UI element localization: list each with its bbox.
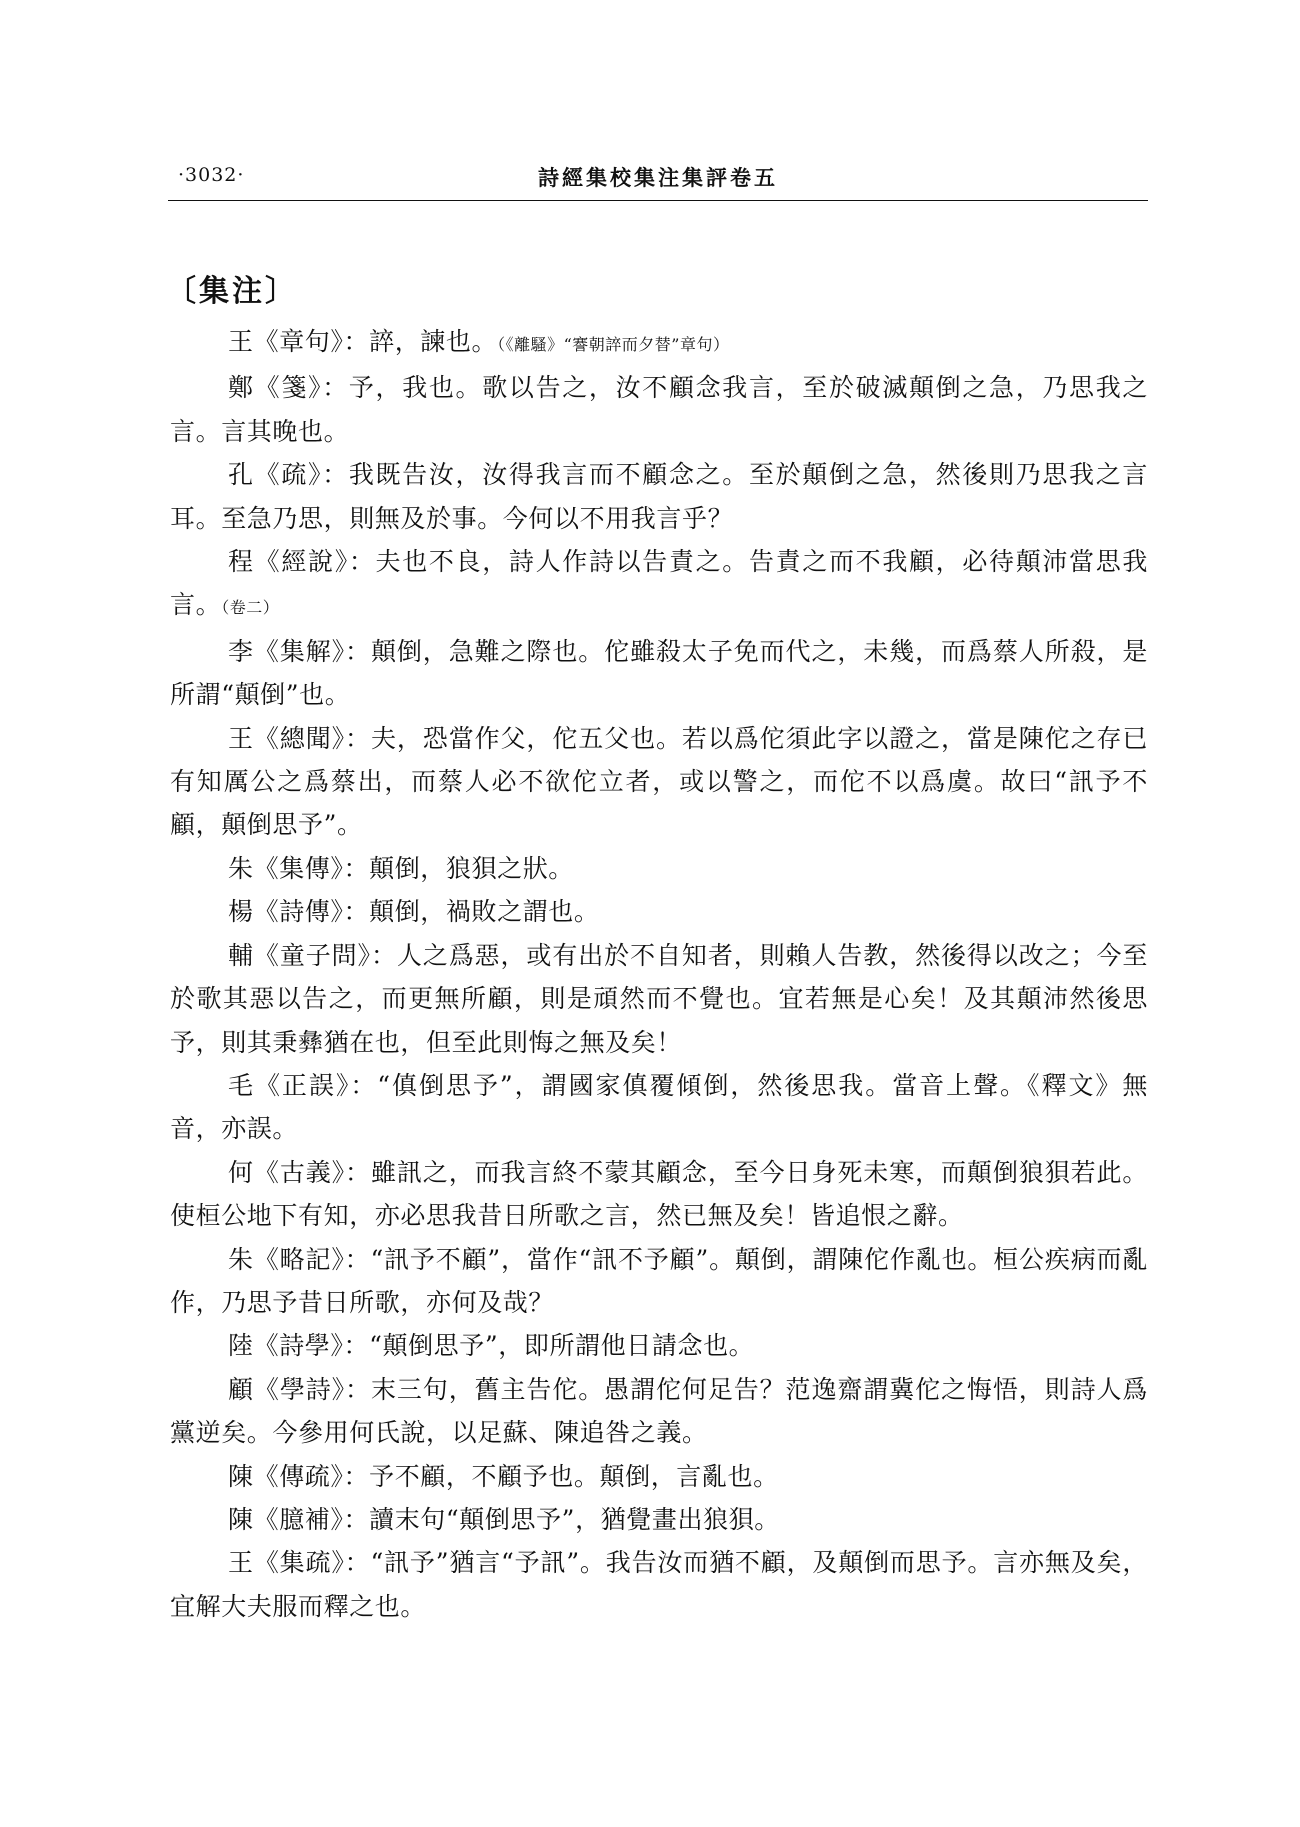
commentary-paragraph [170, 630, 1148, 717]
paragraph-text: 朱《集傳》：顛倒，狼狽之狀。 [228, 853, 574, 883]
page-header [168, 156, 1148, 202]
section-heading: 〔集注〕 [166, 274, 298, 309]
header-rule [168, 200, 1148, 201]
commentary-paragraph [170, 847, 1148, 890]
paragraph-text: 鄭《箋》：予，我也。歌以告之，汝不顧念我言，至於破滅顛倒之急，乃思我之言。言其晚也。 [170, 373, 1148, 446]
source-note: （卷二） [221, 598, 280, 618]
commentary-paragraph [170, 1498, 1148, 1541]
commentary-paragraph [170, 540, 1148, 630]
commentary-paragraph [170, 1455, 1148, 1498]
paragraph-text: 毛《正誤》：“傎倒思予”，謂國家傎覆傾倒，然後思我。當音上聲。《釋文》無音，亦誤。 [170, 1070, 1148, 1144]
commentary-paragraph [170, 890, 1148, 933]
paragraph-text: 楊《詩傳》：顛倒，禍敗之謂也。 [228, 897, 600, 927]
commentary-paragraph [170, 1324, 1148, 1367]
paragraph-text: 顧《學詩》：末三句，舊主告佗。愚謂佗何足告？范逸齋謂冀佗之悔悟，則詩人爲黨逆矣。今參用何氏說，以足蘇、陳追咎之義。 [170, 1374, 1148, 1448]
paragraph-text: 何《古義》：雖訊之，而我言終不蒙其顧念，至今日身死未寒，而顛倒狼狽若此。使桓公地下有知，亦必思我昔日所歌之言，然已無及矣！皆追恨之辭。 [170, 1157, 1148, 1231]
paragraph-text: 王《總聞》：夫，恐當作父，佗五父也。若以爲佗須此字以證之，當是陳佗之存已有知厲公之爲蔡出，而蔡人必不欲佗立者，或以警之，而佗不以爲虞。故曰“訊予不顧，顛倒思予”。 [170, 723, 1148, 840]
paragraph-text: 陳《傳疏》：予不顧，不顧予也。顛倒，言亂也。 [228, 1461, 779, 1491]
paragraph-text: 輔《童子問》：人之爲惡，或有出於不自知者，則賴人告教，然後得以改之；今至於歌其惡以告之，而更無所顧，則是頑然而不覺也。宜若無是心矣！及其顛沛然後思予，則其秉彝猶在也，但至此則悔之無及矣！ [170, 940, 1148, 1057]
paragraph-text: 陳《臆補》：讀末句“顛倒思予”，猶覺畫出狼狽。 [228, 1504, 780, 1534]
paragraph-text: 李《集解》：顛倒，急難之際也。佗雖殺太子免而代之，未幾，而爲蔡人所殺，是所謂“顛倒”也。 [170, 636, 1148, 710]
commentary-paragraph [170, 453, 1148, 540]
source-note: （《離騷》“謇朝誶而夕替”章句） [497, 335, 730, 354]
paragraph-text: 程《經說》：夫也不良，詩人作詩以告責之。告責之而不我顧，必待顛沛當思我言。 [170, 547, 1148, 620]
paragraph-text: 朱《略記》：“訊予不顧”，當作“訊不予顧”。顛倒，謂陳佗作亂也。桓公疾病而亂作，乃思予昔日所歌，亦何及哉？ [170, 1244, 1148, 1317]
paragraph-text: 王《章句》：誶，諫也。 [228, 327, 498, 356]
commentary-paragraph [170, 934, 1148, 1064]
commentary-paragraph [170, 1064, 1148, 1151]
commentary-paragraph [170, 1368, 1148, 1455]
commentary-paragraph [170, 717, 1148, 847]
commentary-paragraph [170, 1238, 1148, 1325]
commentary-paragraph [170, 1541, 1148, 1628]
commentary-paragraph [170, 366, 1148, 453]
paragraph-text: 陸《詩學》：“顛倒思予”，即所謂他日請念也。 [228, 1331, 755, 1361]
commentary-body [170, 320, 1148, 1628]
paragraph-text: 王《集疏》：“訊予”猶言“予訊”。我告汝而猶不顧，及顛倒而思予。言亦無及矣，宜解大夫服而釋之也。 [170, 1548, 1148, 1621]
commentary-paragraph [170, 1151, 1148, 1238]
paragraph-text: 孔《疏》：我既告汝，汝得我言而不顧念之。至於顛倒之急，然後則乃思我之言耳。至急乃思，則無及於事。今何以不用我言乎？ [170, 460, 1148, 533]
running-title: 詩經集校集注集評卷五 [538, 165, 778, 190]
page-number: ·3032· [178, 164, 245, 186]
commentary-paragraph [170, 320, 1148, 366]
